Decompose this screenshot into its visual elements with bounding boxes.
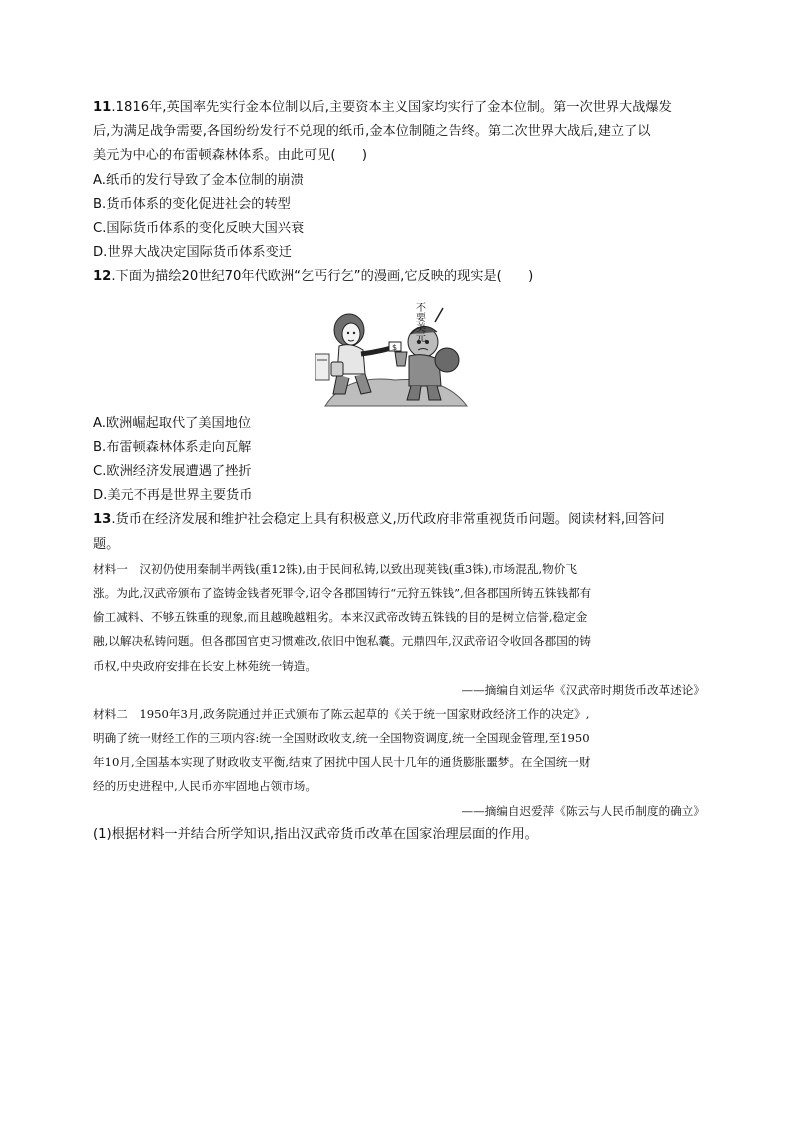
q13-number: 13 [93, 512, 112, 528]
q11-option-c: C.国际货币体系的变化反映大国兴衰 [93, 221, 305, 237]
material-2-line-4: 经的历史进程中,人民币亦牢固地占领市场。 [93, 779, 317, 794]
question-13 [93, 508, 705, 846]
svg-text:$: $ [392, 342, 398, 352]
material-1 [93, 557, 705, 702]
material-1-line-2: 涨。为此,汉武帝颁布了盗铸金钱者死罪令,诏令各郡国铸行“元狩五铢钱”,但各郡国所铸五铢钱都有 [93, 586, 592, 601]
begging-cup-icon [395, 352, 407, 366]
q12-option-c: C.欧洲经济发展遭遇了挫折 [93, 464, 252, 480]
q11-option-a: A.纸币的发行导致了金本位制的崩溃 [93, 172, 304, 188]
material-2-source: ——摘编自迟爱萍《陈云与人民币制度的确立》 [461, 803, 705, 818]
question-12 [93, 265, 705, 508]
q11-option-b: B.货币体系的变化促进社会的转型 [93, 196, 291, 212]
q12-option-d: D.美元不再是世界主要货币 [93, 488, 253, 504]
q11-stem-line-2: 后,为满足战争需要,各国纷纷发行不兑现的纸币,金本位制随之告终。第二次世界大战后,建立了以 [93, 124, 651, 140]
material-1-line-5: 币权,中央政府安排在长安上林苑统一铸造。 [93, 658, 317, 673]
material-2-line-2: 明确了统一财经工作的三项内容:统一全国财政收支,统一全国物资调度,统一全国现金管理,至1950 [93, 731, 590, 746]
exam-page [93, 96, 705, 847]
q12-cartoon-area [93, 290, 705, 412]
question-11 [93, 96, 705, 265]
q13-stem-line-1: 13.货币在经济发展和维护社会稳定上具有积极意义,历代政府非常重视货币问题。阅读材料,回答问 [93, 512, 665, 528]
material-2-line-1: 材料二 1950年3月,政务院通过并正式颁布了陈云起草的《关于统一国家财政经济工作的决定》, [93, 706, 590, 721]
q12-option-b: B.布雷顿森林体系走向瓦解 [93, 439, 252, 455]
q12-number: 12 [93, 269, 112, 285]
q13-sub-question-1: (1)根据材料一并结合所学知识,指出汉武帝货币改革在国家治理层面的作用。 [93, 826, 538, 842]
q12-option-a: A.欧洲崛起取代了美国地位 [93, 415, 252, 431]
q12-stem: 12.下面为描绘20世纪70年代欧洲“乞丐行乞”的漫画,它反映的现实是( ) [93, 269, 534, 285]
material-1-source: ——摘编自刘运华《汉武帝时期货币改革述论》 [461, 682, 705, 697]
cartoon-text: 不要美元 [413, 301, 425, 342]
q11-option-d: D.世界大战决定国际货币体系变迁 [93, 245, 292, 261]
dollar-note-icon [389, 342, 401, 352]
q11-number: 11 [93, 100, 112, 115]
material-2 [93, 702, 705, 823]
q13-stem-line-2: 题。 [93, 536, 120, 552]
material-1-line-4: 融,以解决私铸问题。但各郡国官吏习惯难改,依旧中饱私囊。元鼎四年,汉武帝诏令收回各郡国的铸 [93, 634, 591, 649]
material-1-line-1: 材料一 汉初仍使用秦制半两钱(重12铢),由于民间私铸,以致出现荚钱(重3铢),市场混乱,物价飞 [93, 561, 577, 576]
material-1-line-3: 偷工减料、不够五铢重的现象,而且越晚越粗劣。本来汉武帝改铸五铢钱的目的是树立信誉,稳定金 [93, 610, 588, 625]
material-2-line-3: 年10月,全国基本实现了财政收支平衡,结束了困扰中国人民十几年的通货膨胀噩梦。在全国统一财 [93, 755, 591, 770]
beggar-cartoon [315, 290, 473, 410]
wall-shape [315, 354, 329, 380]
speech-mark [435, 308, 443, 322]
q11-stem-line-3: 美元为中心的布雷顿森林体系。由此可见( ) [93, 148, 368, 164]
q11-stem-line-1: 11.1816年,英国率先实行金本位制以后,主要资本主义国家均实行了金本位制。第一次世界大战爆发 [93, 100, 672, 115]
